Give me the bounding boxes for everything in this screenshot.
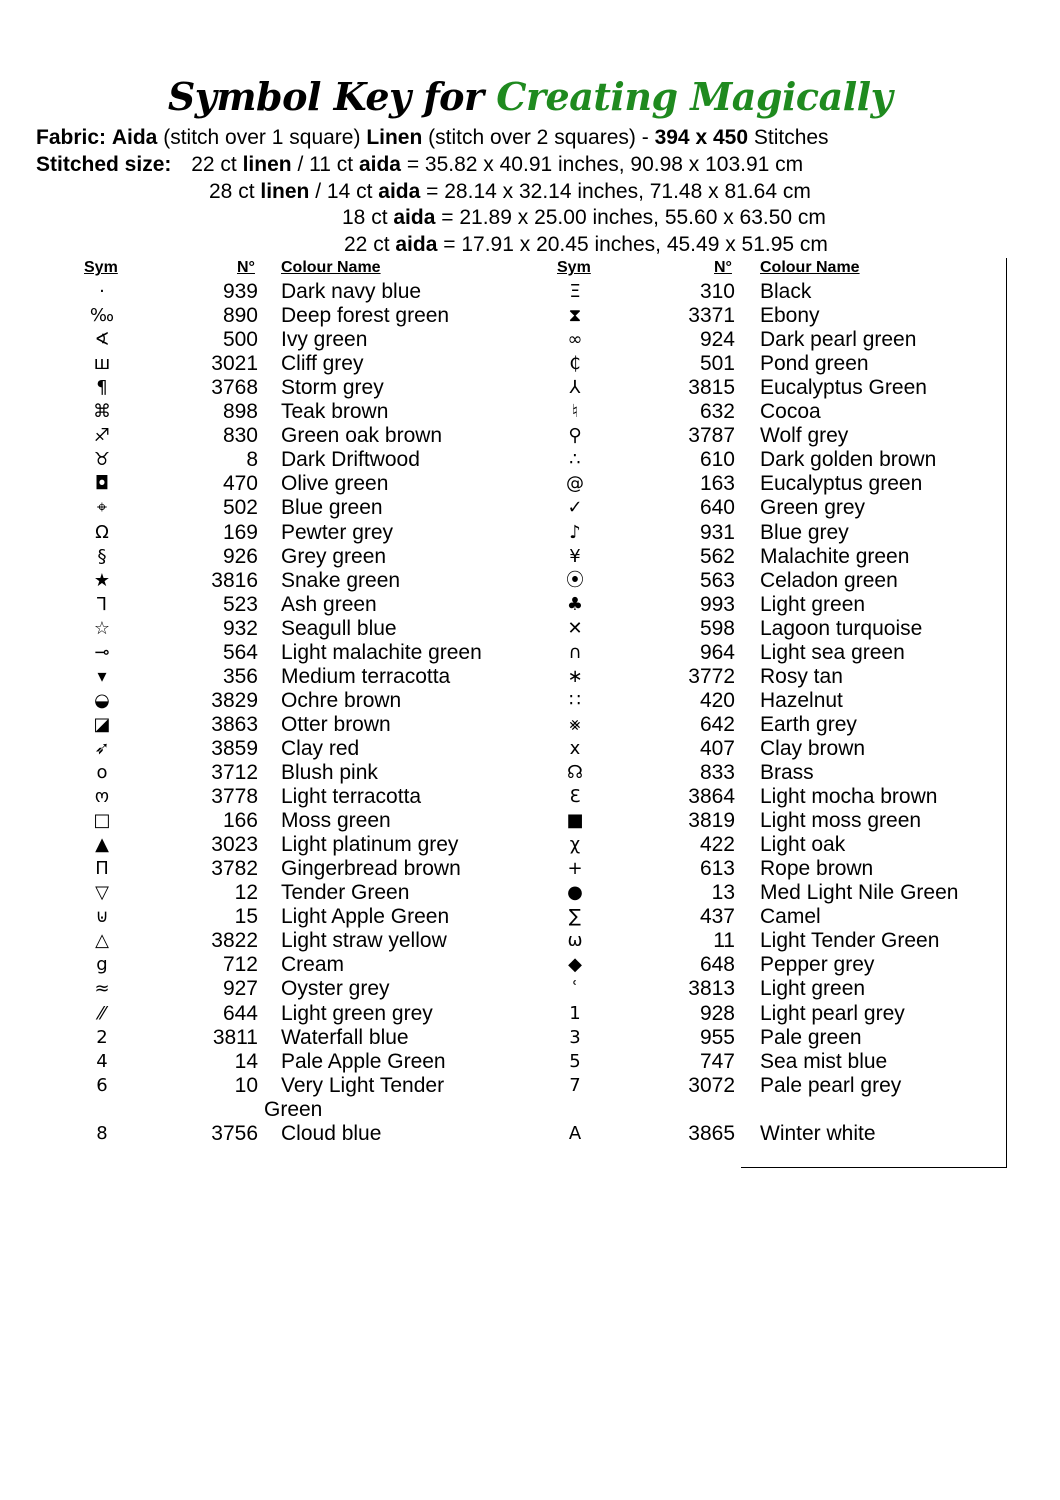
- col-header-sym-left: Sym: [84, 259, 118, 276]
- floss-number: 644: [222, 1001, 258, 1025]
- size2-d: aida: [378, 180, 421, 203]
- floss-number: 3772: [688, 664, 735, 688]
- colour-name: Light platinum grey: [281, 833, 459, 857]
- stitch-symbol: ⌘: [93, 401, 111, 423]
- colour-name: Ash green: [281, 592, 377, 616]
- floss-number: 3371: [688, 304, 735, 328]
- floss-number: 3813: [688, 977, 735, 1001]
- floss-number: 939: [222, 280, 258, 303]
- stitch-symbol: ¶: [96, 377, 108, 399]
- table-right-border: [1006, 258, 1007, 1168]
- colour-name: Dark pearl green: [760, 328, 917, 352]
- stitch-symbol: 4: [96, 1050, 108, 1072]
- stitch-symbol: □: [93, 810, 111, 832]
- colour-name: Clay red: [281, 736, 360, 760]
- col-header-num-right: N°: [714, 259, 732, 276]
- stitch-symbol: ∢: [94, 329, 110, 351]
- floss-number: 356: [222, 664, 258, 688]
- colour-name: Med Light Nile Green: [760, 881, 959, 905]
- stitch-symbol: ₵: [569, 353, 581, 375]
- pattern-name: Creating Magically: [496, 74, 893, 119]
- floss-number: 502: [222, 496, 258, 520]
- colour-name: Black: [760, 280, 812, 303]
- stitch-symbol: ▽: [95, 882, 109, 904]
- stitch-count: 394 x 450: [654, 126, 749, 149]
- floss-number: 163: [699, 472, 735, 496]
- colour-name: Seagull blue: [281, 616, 397, 640]
- floss-number: 833: [699, 761, 735, 784]
- stitched-size-label: Stitched size:: [36, 153, 172, 176]
- colour-name: Grey green: [281, 544, 387, 568]
- stitch-symbol: ⦿: [566, 569, 584, 591]
- floss-number: 964: [699, 640, 735, 664]
- colour-name: Light terracotta: [281, 785, 422, 809]
- floss-number: 3787: [688, 424, 735, 448]
- floss-number: 407: [699, 736, 735, 760]
- size4-a: 22 ct: [344, 233, 390, 256]
- stitch-symbol: ⊸: [94, 641, 110, 663]
- stitch-symbol: ✕: [567, 617, 583, 639]
- stitch-symbol: 6: [96, 1074, 108, 1096]
- floss-number: 3859: [211, 736, 258, 760]
- colour-name: Light green: [760, 977, 866, 1001]
- fabric-linen: Linen: [366, 126, 423, 149]
- colour-name: Pale pearl grey: [760, 1073, 902, 1097]
- col-header-sym-right: Sym: [557, 259, 591, 276]
- floss-number: 648: [699, 953, 735, 977]
- floss-number: 3778: [211, 785, 258, 809]
- floss-number: 3819: [688, 809, 735, 833]
- stitch-symbol: ◆: [568, 954, 582, 976]
- colour-name: Cloud blue: [281, 1121, 382, 1145]
- colour-name: Light Apple Green: [281, 905, 450, 929]
- floss-number: 500: [222, 328, 258, 352]
- colour-name: Celadon green: [760, 568, 898, 592]
- floss-number: 562: [699, 544, 735, 568]
- size3-e: = 21.89 x 25.00 inches, 55.60 x 63.50 cm: [441, 206, 826, 229]
- stitch-symbol: ☊: [567, 762, 583, 783]
- stitch-symbol: Ξ: [569, 281, 581, 302]
- stitch-symbol: ✓: [567, 497, 583, 519]
- floss-number: 3811: [212, 1025, 258, 1049]
- floss-number: 3021: [211, 352, 258, 376]
- floss-number: 613: [699, 857, 735, 881]
- colour-name: Ivy green: [281, 328, 368, 352]
- colour-name: Clay brown: [760, 736, 866, 760]
- stitch-symbol: @: [566, 473, 584, 495]
- floss-number: 3768: [211, 376, 258, 400]
- colour-name: Light straw yellow: [281, 929, 447, 953]
- colour-name: Moss green: [281, 809, 391, 833]
- colour-name: Light malachite green: [281, 640, 482, 664]
- colour-name: Gingerbread brown: [281, 857, 461, 881]
- size1-c: / 11 ct: [297, 153, 354, 176]
- stitched-size-line-3: [342, 206, 826, 230]
- colour-name: Dark navy blue: [281, 280, 422, 303]
- stitch-symbol: ‰: [89, 305, 115, 327]
- floss-number: 169: [222, 520, 258, 544]
- floss-number: 14: [234, 1049, 258, 1073]
- colour-name: Pewter grey: [281, 520, 394, 544]
- size2-b: linen: [260, 180, 310, 203]
- stitch-symbol: ⨳: [569, 713, 581, 735]
- colour-name: Brass: [760, 761, 814, 784]
- stitch-symbol: ♐: [93, 425, 111, 447]
- fabric-line: [36, 126, 829, 150]
- colour-name: Light green: [760, 592, 866, 616]
- stitch-symbol: Π: [95, 858, 109, 880]
- size4-b: aida: [395, 233, 438, 256]
- floss-number: 926: [222, 544, 258, 568]
- colour-name: Otter brown: [281, 712, 391, 736]
- fabric-aida-note: (stitch over 1 square): [163, 126, 361, 149]
- colour-name: Light Tender Green: [760, 929, 940, 953]
- stitch-symbol: 8: [96, 1122, 108, 1144]
- stitch-symbol: ∷: [569, 689, 581, 711]
- stitch-symbol: ◒: [94, 689, 110, 711]
- stitch-symbol: ➶: [94, 737, 110, 759]
- stitch-symbol: ◘: [94, 473, 110, 495]
- colour-name: Storm grey: [281, 376, 384, 400]
- floss-number: 3816: [211, 568, 258, 592]
- floss-number: 898: [222, 400, 258, 424]
- colour-name: Cliff grey: [281, 352, 364, 376]
- stitch-symbol: ⊍: [95, 906, 109, 928]
- stitch-symbol: g: [96, 954, 108, 976]
- table-bottom-border: [741, 1167, 1007, 1168]
- stitch-symbol: 1: [569, 1002, 581, 1024]
- floss-number: 563: [699, 568, 735, 592]
- stitch-symbol: ◪: [93, 713, 111, 735]
- colour-name: Ebony: [760, 304, 820, 328]
- colour-name: Wolf grey: [760, 424, 849, 448]
- floss-number: 3815: [688, 376, 735, 400]
- colour-name: Light oak: [760, 833, 846, 857]
- floss-number: 11: [713, 929, 735, 953]
- col-header-name-left: Colour Name: [281, 259, 381, 276]
- floss-number: 15: [234, 905, 258, 929]
- stitch-symbol: ▾: [97, 665, 107, 687]
- colour-name: Eucalyptus Green: [760, 376, 927, 400]
- colour-name: Pepper grey: [760, 953, 875, 977]
- stitch-symbol: ·: [99, 281, 105, 302]
- size4-e: = 17.91 x 20.45 inches, 45.49 x 51.95 cm: [443, 233, 828, 256]
- stitch-symbol: ★: [93, 569, 111, 591]
- stitch-symbol: ▲: [95, 834, 109, 856]
- colour-name-wrap: Green: [264, 1097, 323, 1121]
- stitch-symbol: ≈: [94, 978, 110, 1000]
- colour-name: Ochre brown: [281, 688, 402, 712]
- stitch-symbol: ო: [94, 786, 110, 808]
- floss-number: 12: [234, 881, 258, 905]
- floss-number: 437: [699, 905, 735, 929]
- colour-name: Light mocha brown: [760, 785, 938, 809]
- floss-number: 927: [222, 977, 258, 1001]
- stitch-symbol: ⅄: [569, 377, 581, 399]
- stitched-size-line-4: [344, 233, 828, 257]
- stitch-symbol: A: [568, 1122, 582, 1144]
- stitch-symbol: ш: [93, 353, 111, 375]
- stitch-symbol: x: [569, 737, 581, 759]
- stitch-symbol: §: [97, 545, 107, 567]
- stitch-symbol: o: [96, 762, 108, 783]
- colour-name: Light moss green: [760, 809, 922, 833]
- colour-name: Sea mist blue: [760, 1049, 888, 1073]
- stitch-symbol: ∞: [567, 329, 583, 351]
- floss-number: 3756: [211, 1121, 258, 1145]
- size1-d: aida: [358, 153, 401, 176]
- colour-name: Light green grey: [281, 1001, 433, 1025]
- colour-name: Waterfall blue: [281, 1025, 409, 1049]
- stitch-symbol: ♣: [566, 593, 584, 615]
- stitch-symbol: ☆: [93, 617, 111, 639]
- colour-name: Pale Apple Green: [281, 1049, 446, 1073]
- colour-name: Winter white: [760, 1121, 876, 1145]
- stitched-size-line-2: [209, 180, 811, 204]
- floss-number: 830: [222, 424, 258, 448]
- fabric-label: Fabric:: [36, 126, 107, 149]
- colour-name: Lagoon turquoise: [760, 616, 923, 640]
- floss-number: 3829: [211, 688, 258, 712]
- floss-number: 993: [699, 592, 735, 616]
- colour-name: Hazelnut: [760, 688, 843, 712]
- floss-number: 3864: [688, 785, 735, 809]
- stitch-symbol: ∩: [568, 641, 582, 663]
- stitch-word: Stitches: [753, 126, 829, 149]
- floss-number: 10: [234, 1073, 258, 1097]
- title-prefix: Symbol Key for: [167, 74, 484, 119]
- stitch-symbol: ●: [567, 882, 583, 904]
- floss-number: 420: [699, 688, 735, 712]
- floss-number: 564: [222, 640, 258, 664]
- stitch-symbol: ʿ: [572, 978, 578, 1000]
- stitch-symbol: ∑: [568, 906, 582, 928]
- size2-a: 28 ct: [209, 180, 255, 203]
- stitch-symbol: Ω: [95, 521, 109, 543]
- stitch-symbol: ■: [566, 810, 584, 832]
- colour-name: Pond green: [760, 352, 869, 376]
- colour-name: Very Light Tender: [281, 1073, 445, 1097]
- floss-number: 3023: [211, 833, 258, 857]
- stitch-symbol: ⁄⁄: [98, 1002, 105, 1024]
- stitched-size-line-1: [36, 153, 803, 177]
- floss-number: 470: [222, 472, 258, 496]
- colour-name: Dark golden brown: [760, 448, 937, 472]
- colour-name: Blue grey: [760, 520, 849, 544]
- stitch-symbol: ⌖: [96, 497, 108, 519]
- floss-number: 3072: [688, 1073, 735, 1097]
- colour-name: Earth grey: [760, 712, 857, 736]
- page-title: [0, 74, 1060, 119]
- stitch-symbol: ⧗: [568, 305, 582, 327]
- size3-a: 18 ct: [342, 206, 388, 229]
- floss-number: 422: [699, 833, 735, 857]
- stitch-symbol: ♪: [569, 521, 581, 543]
- stitch-symbol: Ɛ: [569, 786, 581, 808]
- floss-number: 932: [222, 616, 258, 640]
- size3-b: aida: [393, 206, 436, 229]
- colour-name: Snake green: [281, 568, 401, 592]
- stitch-symbol: ♉: [93, 449, 111, 471]
- stitch-symbol: ω: [567, 930, 583, 952]
- floss-number: 13: [711, 881, 735, 905]
- colour-name: Cream: [281, 953, 345, 977]
- floss-number: 747: [699, 1049, 735, 1073]
- colour-name: Camel: [760, 905, 821, 929]
- colour-name: Oyster grey: [281, 977, 390, 1001]
- stitch-symbol: ⅂: [96, 593, 108, 615]
- stitch-symbol: 7: [569, 1074, 581, 1096]
- floss-number: 931: [699, 520, 735, 544]
- floss-number: 955: [699, 1025, 735, 1049]
- stitch-symbol: ∗: [567, 665, 583, 687]
- stitch-symbol: 5: [569, 1050, 581, 1072]
- floss-number: 924: [699, 328, 735, 352]
- colour-name: Dark Driftwood: [281, 448, 420, 472]
- colour-name: Olive green: [281, 472, 389, 496]
- colour-name: Medium terracotta: [281, 664, 451, 688]
- floss-number: 3822: [211, 929, 258, 953]
- floss-number: 523: [222, 592, 258, 616]
- floss-number: 3863: [211, 712, 258, 736]
- colour-name: Eucalyptus green: [760, 472, 923, 496]
- colour-name: Teak brown: [281, 400, 389, 424]
- col-header-name-right: Colour Name: [760, 259, 860, 276]
- colour-name: Green oak brown: [281, 424, 443, 448]
- stitch-symbol: △: [95, 930, 109, 952]
- size2-c: / 14 ct: [315, 180, 373, 203]
- floss-number: 640: [699, 496, 735, 520]
- size2-e: = 28.14 x 32.14 inches, 71.48 x 81.64 cm: [426, 180, 811, 203]
- floss-number: 610: [699, 448, 735, 472]
- stitch-symbol: 3: [569, 1026, 581, 1048]
- colour-name: Deep forest green: [281, 304, 450, 328]
- colour-name: Rope brown: [760, 857, 874, 881]
- colour-name: Green grey: [760, 496, 866, 520]
- floss-number: 632: [699, 400, 735, 424]
- stitch-symbol: ♮: [571, 401, 579, 423]
- floss-number: 598: [699, 616, 735, 640]
- colour-name: Cocoa: [760, 400, 821, 424]
- colour-name: Tender Green: [281, 881, 410, 905]
- fabric-linen-note: (stitch over 2 squares) -: [428, 126, 649, 149]
- size1-a: 22 ct: [191, 153, 237, 176]
- colour-name: Light sea green: [760, 640, 905, 664]
- floss-number: 3865: [688, 1121, 735, 1145]
- colour-name: Pale green: [760, 1025, 862, 1049]
- stitch-symbol: χ: [569, 834, 581, 856]
- floss-number: 642: [699, 712, 735, 736]
- stitch-symbol: ¥: [569, 545, 581, 567]
- fabric-aida: Aida: [111, 126, 158, 149]
- stitch-symbol: +: [567, 858, 583, 880]
- floss-number: 3712: [211, 761, 258, 784]
- size1-e: = 35.82 x 40.91 inches, 90.98 x 103.91 cm: [406, 153, 804, 176]
- floss-number: 712: [222, 953, 258, 977]
- stitch-symbol: ⚲: [568, 425, 582, 447]
- floss-number: 8: [246, 448, 258, 472]
- colour-name: Rosy tan: [760, 664, 843, 688]
- size1-b: linen: [242, 153, 292, 176]
- floss-number: 890: [222, 304, 258, 328]
- colour-name: Blue green: [281, 496, 383, 520]
- floss-number: 310: [699, 280, 735, 303]
- colour-name: Malachite green: [760, 544, 910, 568]
- floss-number: 501: [699, 352, 735, 376]
- stitch-symbol: ∴: [569, 449, 581, 471]
- floss-number: 166: [222, 809, 258, 833]
- colour-name: Blush pink: [281, 761, 378, 784]
- floss-number: 3782: [211, 857, 258, 881]
- floss-number: 928: [699, 1001, 735, 1025]
- col-header-num-left: N°: [237, 259, 255, 276]
- colour-name: Light pearl grey: [760, 1001, 905, 1025]
- stitch-symbol: 2: [96, 1026, 108, 1048]
